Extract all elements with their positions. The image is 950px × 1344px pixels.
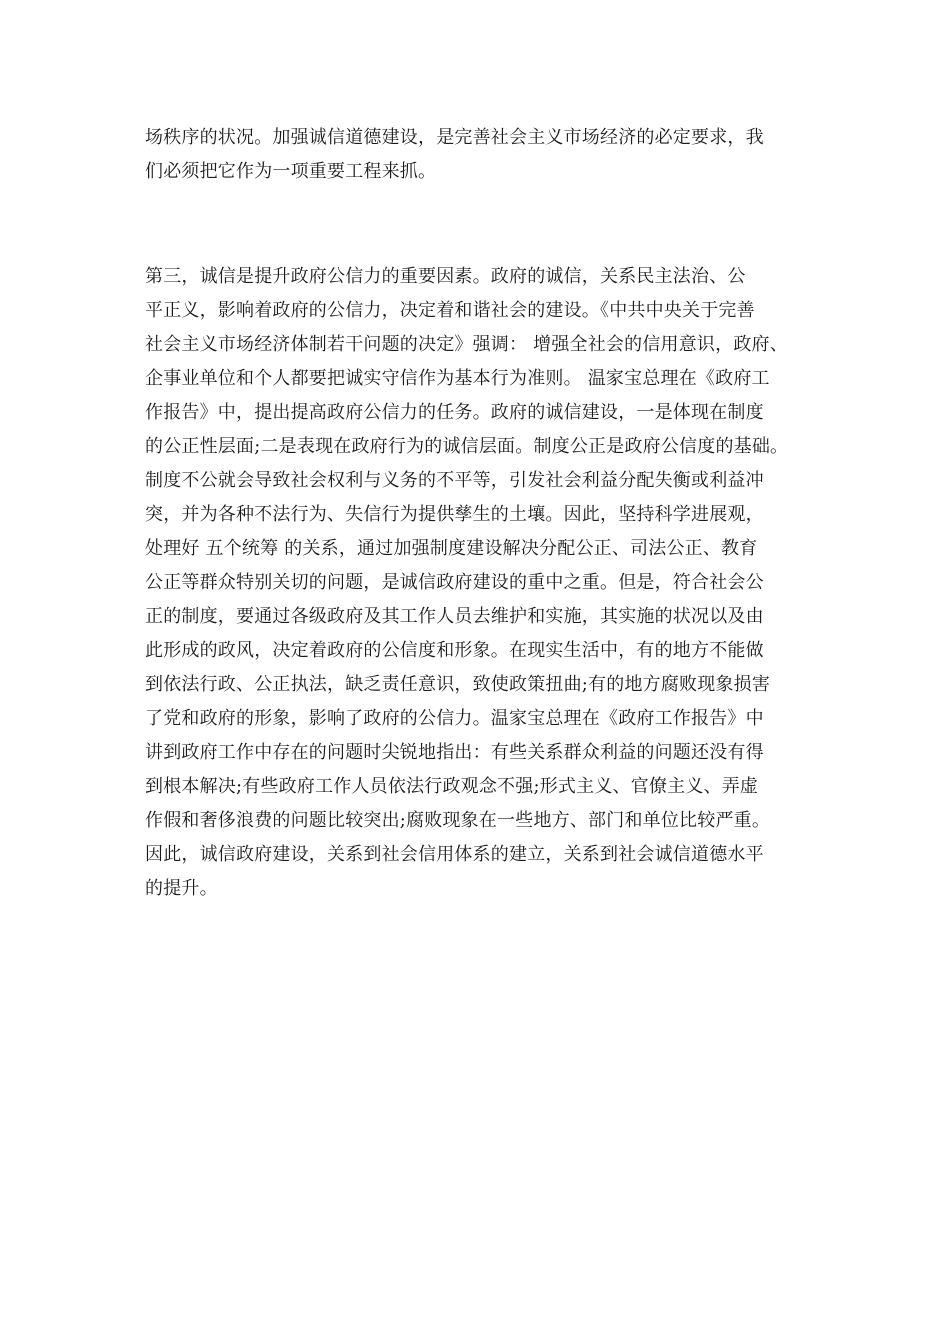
text-line: 们必须把它作为一项重要工程来抓。 <box>145 161 437 182</box>
text-line: 企事业单位和个人都要把诚实守信作为基本行为准则。 温家宝总理在《政府工 <box>145 368 770 389</box>
text-line: 突，并为各种不法行为、失信行为提供孳生的土壤。因此，坚持科学进展观， <box>145 504 764 525</box>
text-line: 到根本解决;有些政府工作人员依法行政观念不强;形式主义、官僚主义、弄虚 <box>145 776 759 797</box>
paragraph-market-order <box>145 121 825 189</box>
text-line: 的公正性层面;二是表现在政府行为的诚信层面。制度公正是政府公信度的基础。 <box>145 436 789 457</box>
text-line: 社会主义市场经济体制若干问题的决定》强调： 增强全社会的信用意识，政府、 <box>145 334 788 355</box>
text-line: 处理好 五个统筹 的关系，通过加强制度建设解决分配公正、司法公正、教育 <box>145 538 758 559</box>
text-line: 的提升。 <box>145 878 218 899</box>
text-line: 讲到政府工作中存在的问题时尖锐地指出：有些关系群众利益的问题还没有得 <box>145 742 764 763</box>
text-line: 公正等群众特别关切的问题，是诚信政府建设的重中之重。但是，符合社会公 <box>145 572 764 593</box>
text-line: 此形成的政风，决定着政府的公信度和形象。在现实生活中，有的地方不能做 <box>145 640 764 661</box>
paragraph-government-credibility <box>145 260 825 906</box>
text-line: 因此，诚信政府建设，关系到社会信用体系的建立，关系到社会诚信道德水平 <box>145 844 764 865</box>
text-line: 作报告》中，提出提高政府公信力的任务。政府的诚信建设，一是体现在制度 <box>145 402 764 423</box>
text-line: 正的制度，要通过各级政府及其工作人员去维护和实施，其实施的状况以及由 <box>145 606 764 627</box>
text-line: 制度不公就会导致社会权利与义务的不平等，引发社会利益分配失衡或利益冲 <box>145 470 764 491</box>
text-line: 第三，诚信是提升政府公信力的重要因素。政府的诚信，关系民主法治、公 <box>145 266 746 287</box>
text-line: 了党和政府的形象，影响了政府的公信力。温家宝总理在《政府工作报告》中 <box>145 708 764 729</box>
text-line: 平正义，影响着政府的公信力，决定着和谐社会的建设。《中共中央关于完善 <box>145 300 755 321</box>
text-line: 到依法行政、公正执法，缺乏责任意识，致使政策扭曲;有的地方腐败现象损害 <box>145 674 771 695</box>
text-line: 作假和奢侈浪费的问题比较突出;腐败现象在一些地方、部门和单位比较严重。 <box>145 810 771 831</box>
text-line: 场秩序的状况。加强诚信道德建设，是完善社会主义市场经济的必定要求，我 <box>145 127 764 148</box>
